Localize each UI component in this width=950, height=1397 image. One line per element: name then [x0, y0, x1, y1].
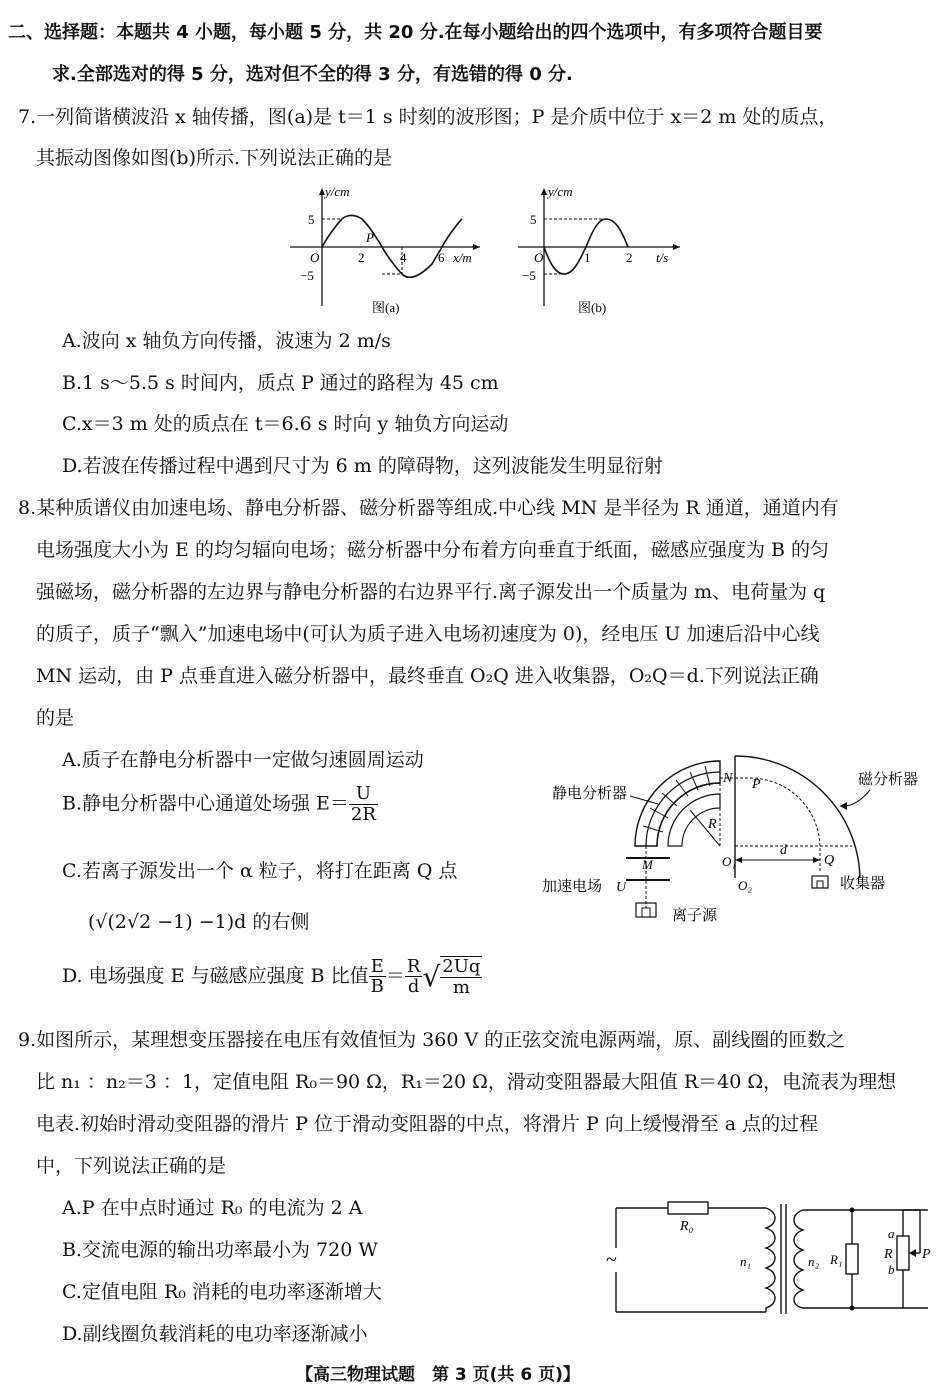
q8-stem-line1: 8.某种质谱仪由加速电场、静电分析器、磁分析器等组成.中心线 MN 是半径为 R 通道，通道内有 — [18, 497, 839, 519]
q9-stem-line3: 电表.初始时滑动变阻器的滑片 P 位于滑动变阻器的中点，将滑片 P 向上缓慢滑至 a 点的过程 — [36, 1113, 819, 1135]
fig-a-tick-5: 5 — [308, 212, 315, 227]
fig-b-t2: 2 — [626, 250, 633, 265]
fig-b-t1: 1 — [584, 250, 591, 265]
q9-stem-line4: 中，下列说法正确的是 — [36, 1155, 227, 1177]
sqrt-icon: √ — [422, 960, 441, 994]
fig9-P: P — [922, 1247, 931, 1262]
q9-option-a: A.P 在中点时通过 R₀ 的电流为 2 A — [62, 1197, 363, 1219]
fig9-R: R — [884, 1247, 893, 1262]
fig-a-xlabel: x/m — [453, 250, 472, 265]
q8-figure — [540, 748, 940, 928]
page-footer: 【高三物理试题 第 3 页(共 6 页)】 — [296, 1365, 580, 1385]
q9-option-c: C.定值电阻 R₀ 消耗的电功率逐渐增大 — [62, 1281, 382, 1303]
q8-d-sqrt — [440, 956, 482, 998]
q8-d-f1-num: E — [369, 957, 386, 978]
fig-b-tick-5: 5 — [530, 212, 537, 227]
fig-a-x2: 2 — [358, 250, 365, 265]
fig-a-tick-m5: −5 — [300, 268, 314, 283]
q8-stem-line5: MN 运动，由 P 点垂直进入磁分析器中，最终垂直 O₂Q 进入收集器，O₂Q＝d.下列说法正确 — [36, 665, 819, 687]
fig9-b: b — [888, 1262, 895, 1277]
fig8-M: M — [642, 857, 653, 872]
fig-a-caption: 图(a) — [372, 300, 400, 315]
fig8-Q: Q — [824, 853, 835, 868]
q8-d-frac2 — [405, 957, 423, 998]
q7-option-a: A.波向 x 轴负方向传播，波速为 2 m/s — [62, 330, 391, 352]
q8-option-c-line2: (√(2√2 −1) −1)d 的右侧 — [88, 911, 310, 933]
q8-option-d-prefix: D. 电场强度 E 与磁感应强度 B 比值 — [62, 964, 369, 987]
fig8-accel-label: 加速电场 — [542, 879, 603, 895]
q8-stem-line3: 强磁场，磁分析器的左边界与静电分析器的右边界平行.离子源发出一个质量为 m、电荷量为 q — [36, 581, 826, 603]
fig8-U: U — [616, 880, 627, 895]
q9-stem-line1: 9.如图所示，某理想变压器接在电压有效值恒为 360 V 的正弦交流电源两端，原、副线圈的匝数之 — [18, 1029, 846, 1051]
fig-b-origin: O — [534, 250, 544, 265]
fig9-a: a — [888, 1226, 895, 1241]
q8-d-eq: ＝ — [385, 964, 405, 987]
q8-stem-line6: 的是 — [36, 707, 75, 729]
fig-a-x4: 4 — [400, 250, 407, 265]
ac-source-icon: ~ — [606, 1249, 617, 1271]
fig9-R1: R₁ — [830, 1252, 843, 1267]
q9-circuit — [598, 1196, 938, 1321]
fig-b-tick-m5: −5 — [522, 268, 536, 283]
fig-a-origin: O — [310, 250, 320, 265]
q9-option-b: B.交流电源的输出功率最小为 720 W — [62, 1239, 378, 1261]
fig8-source-label: 离子源 — [672, 908, 718, 924]
q9-stem-line2: 比 n₁ ：n₂＝3 ：1，定值电阻 R₀＝90 Ω，R₁＝20 Ω，滑动变阻器最大阻值 R＝40 Ω，电流表为理想 — [36, 1071, 897, 1093]
fig-b-caption: 图(b) — [578, 300, 607, 315]
q8-d-sqrt-den: m — [452, 976, 470, 998]
fig8-O1: O₁ — [722, 854, 736, 869]
q8-stem-line2: 电场强度大小为 E 的均匀辐向电场；磁分析器中分布着方向垂直于纸面，磁感应强度为 B 的匀 — [36, 539, 829, 561]
q8-d-f1-den: B — [370, 976, 384, 998]
q8-option-b — [62, 784, 378, 825]
q8-option-d — [62, 956, 482, 998]
q8-option-a: A.质子在静电分析器中一定做匀速圆周运动 — [62, 749, 424, 771]
q7-option-b: B.1 s～5.5 s 时间内，质点 P 通过的路程为 45 cm — [62, 372, 499, 394]
q8-d-sqrt-num: 2Uq — [442, 956, 481, 977]
q8-option-b-prefix: B.静电分析器中心通道处场强 E＝ — [62, 792, 349, 815]
fig8-electro-label: 静电分析器 — [552, 786, 628, 802]
fig9-n2: n₂ — [808, 1254, 820, 1269]
q7-option-d: D.若波在传播过程中遇到尺寸为 6 m 的障碍物，这列波能发生明显衍射 — [62, 455, 663, 477]
q8-b-num: U — [349, 784, 378, 805]
section-heading-line2: 求.全部选对的得 5 分，选对但不全的得 3 分，有选错的得 0 分. — [52, 64, 573, 85]
fig8-O2: O₂ — [738, 878, 752, 893]
fig-a-point: P — [366, 230, 374, 245]
fig8-N: N — [723, 771, 733, 786]
q8-d-f2-num: R — [406, 955, 421, 977]
fig8-d: d — [780, 843, 787, 858]
q8-option-c-line1: C.若离子源发出一个 α 粒子，将打在距离 Q 点 — [62, 860, 458, 882]
q7-stem-line1: 7.一列简谐横波沿 x 轴传播，图(a)是 t＝1 s 时刻的波形图；P 是介质中位于 x＝2 m 处的质点， — [18, 106, 838, 128]
fig8-collector-label: 收集器 — [840, 876, 886, 892]
q9-option-d: D.副线圈负载消耗的电功率逐渐减小 — [62, 1323, 368, 1345]
q8-stem-line4: 的质子，质子“飘入”加速电场中(可认为质子进入电场初速度为 0)，经电压 U 加速后沿中心线 — [36, 623, 820, 645]
fig-a-ylabel: y/cm — [325, 184, 350, 199]
q7-figure-b — [508, 184, 688, 319]
q8-d-frac1 — [369, 957, 386, 998]
fig8-magnetic-label: 磁分析器 — [858, 772, 919, 788]
q7-stem-line2: 其振动图像如图(b)所示.下列说法正确的是 — [36, 147, 393, 169]
fig8-P: P — [752, 777, 761, 792]
q7-figure-a — [280, 184, 490, 319]
q8-b-den: 2R — [350, 803, 376, 825]
fig-b-xlabel: t/s — [656, 250, 669, 265]
fig8-R: R — [708, 817, 717, 832]
q7-option-c: C.x＝3 m 处的质点在 t＝6.6 s 时向 y 轴负方向运动 — [62, 413, 509, 435]
fig9-R0: R₀ — [680, 1219, 694, 1234]
q8-option-b-fraction — [349, 784, 378, 825]
section-heading-line1: 二、选择题：本题共 4 小题，每小题 5 分，共 20 分.在每小题给出的四个选项中，有多项符合题目要 — [8, 22, 823, 43]
fig9-n1: n₁ — [740, 1254, 752, 1269]
fig-a-x6: 6 — [438, 250, 445, 265]
q8-d-f2-den: d — [407, 976, 420, 998]
fig-b-ylabel: y/cm — [548, 184, 573, 199]
